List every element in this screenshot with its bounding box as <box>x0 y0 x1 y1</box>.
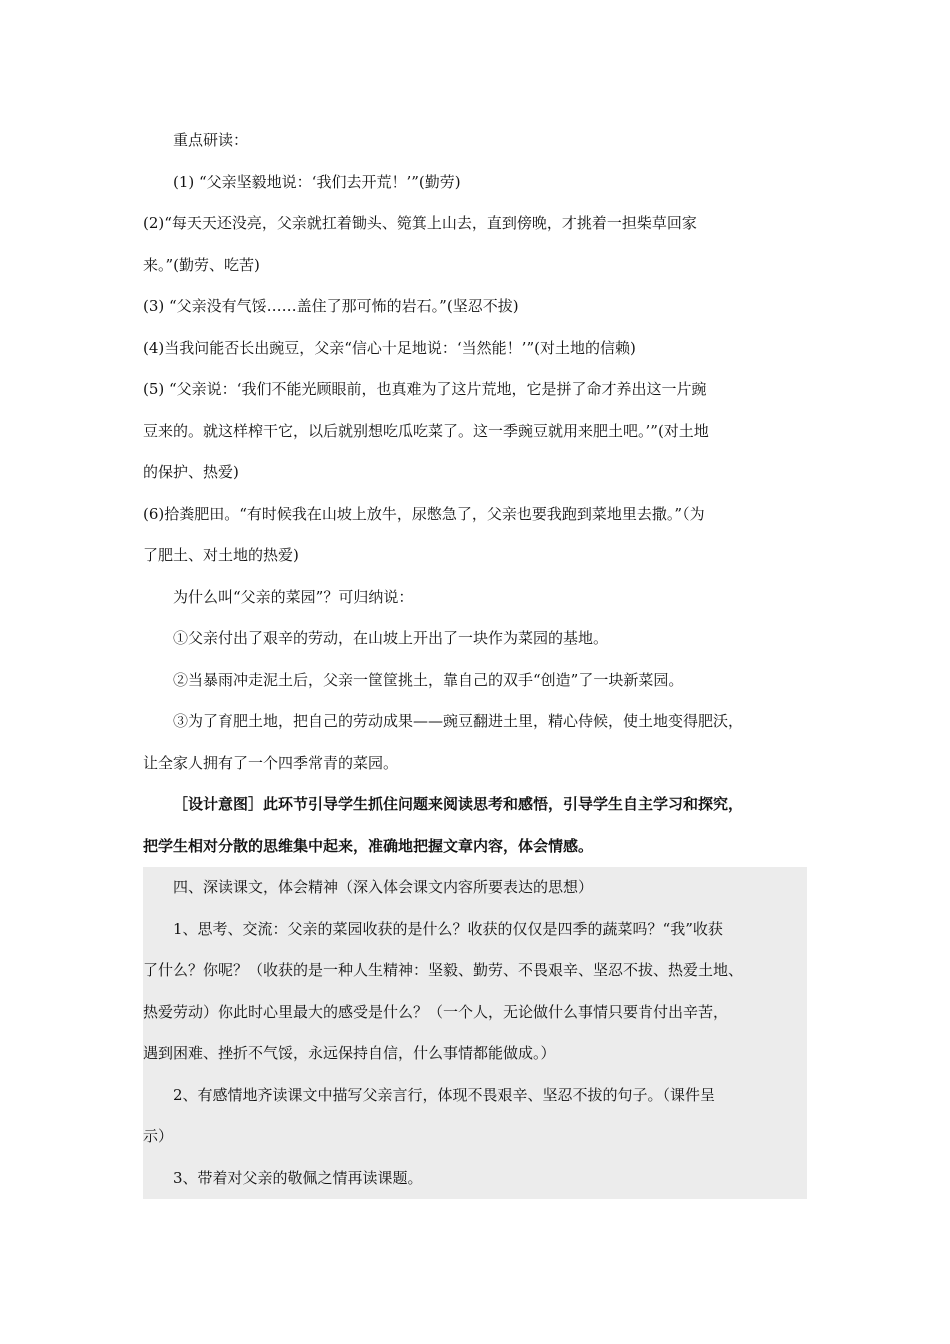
text-line: (1) “父亲坚毅地说：‘我们去开荒！’”(勤劳) <box>173 172 461 191</box>
text-line: 让全家人拥有了一个四季常青的菜园。 <box>143 753 399 772</box>
text-line: 3、带着对父亲的敬佩之情再读课题。 <box>143 1158 807 1200</box>
text-line: (4)当我问能否长出豌豆，父亲“信心十足地说：‘当然能！’”(对土地的信赖) <box>143 338 636 357</box>
text-line: (6)拾粪肥田。“有时候我在山坡上放牛，尿憋急了，父亲也要我跑到菜地里去撒。”（为 <box>143 504 705 523</box>
text-line: ［设计意图］此环节引导学生抓住问题来阅读思考和感悟，引导学生自主学习和探究， <box>173 795 744 813</box>
text-line: 重点研读： <box>173 131 249 149</box>
text-line: ③为了育肥土地，把自己的劳动成果——豌豆翻进土里，精心侍候，使土地变得肥沃， <box>173 712 744 730</box>
text-line: ①父亲付出了艰辛的劳动，在山坡上开出了一块作为菜园的基地。 <box>173 629 609 647</box>
text-line: 的保护、热爱) <box>143 463 239 481</box>
text-line: 来。”(勤劳、吃苦) <box>143 255 260 274</box>
text-line: 遇到困难、挫折不气馁，永远保持自信，什么事情都能做成。） <box>143 1033 807 1075</box>
text-line: (3) “父亲没有气馁……盖住了那可怖的岩石。”(坚忍不拔) <box>143 297 519 315</box>
text-line: 把学生相对分散的思维集中起来，准确地把握文章内容，体会情感。 <box>143 836 594 855</box>
text-line: 豆来的。就这样榨干它，以后就别想吃瓜吃菜了。这一季豌豆就用来肥土吧。’”(对土地 <box>143 421 709 440</box>
text-line: ②当暴雨冲走泥土后，父亲一筐筐挑土，靠自己的双手“创造”了一块新菜园。 <box>173 670 684 689</box>
text-line: 了什么？你呢？（收获的是一种人生精神：坚毅、勤劳、不畏艰辛、坚忍不拔、热爱土地、 <box>143 950 807 992</box>
text-line: 四、深读课文，体会精神（深入体会课文内容所要表达的思想） <box>143 867 807 909</box>
text-line: 热爱劳动）你此时心里最大的感受是什么？（一个人，无论做什么事情只要肯付出辛苦， <box>143 992 807 1034</box>
document-body <box>143 120 807 1199</box>
text-line: (2)“每天天还没亮，父亲就扛着锄头、箢箕上山去，直到傍晚，才挑着一担柴草回家 <box>143 214 697 232</box>
text-line: 为什么叫“父亲的菜园”？可归纳说： <box>173 587 414 606</box>
text-line: 了肥土、对土地的热爱) <box>143 546 299 564</box>
text-line: (5) “父亲说：‘我们不能光顾眼前，也真难为了这片荒地，它是拼了命才养出这一片豌 <box>143 380 707 398</box>
text-line: 示） <box>143 1116 807 1158</box>
text-line: 1、思考、交流：父亲的菜园收获的是什么？收获的仅仅是四季的蔬菜吗？“我”收获 <box>143 909 807 951</box>
text-line: 2、有感情地齐读课文中描写父亲言行，体现不畏艰辛、坚忍不拔的句子。（课件呈 <box>143 1075 807 1117</box>
